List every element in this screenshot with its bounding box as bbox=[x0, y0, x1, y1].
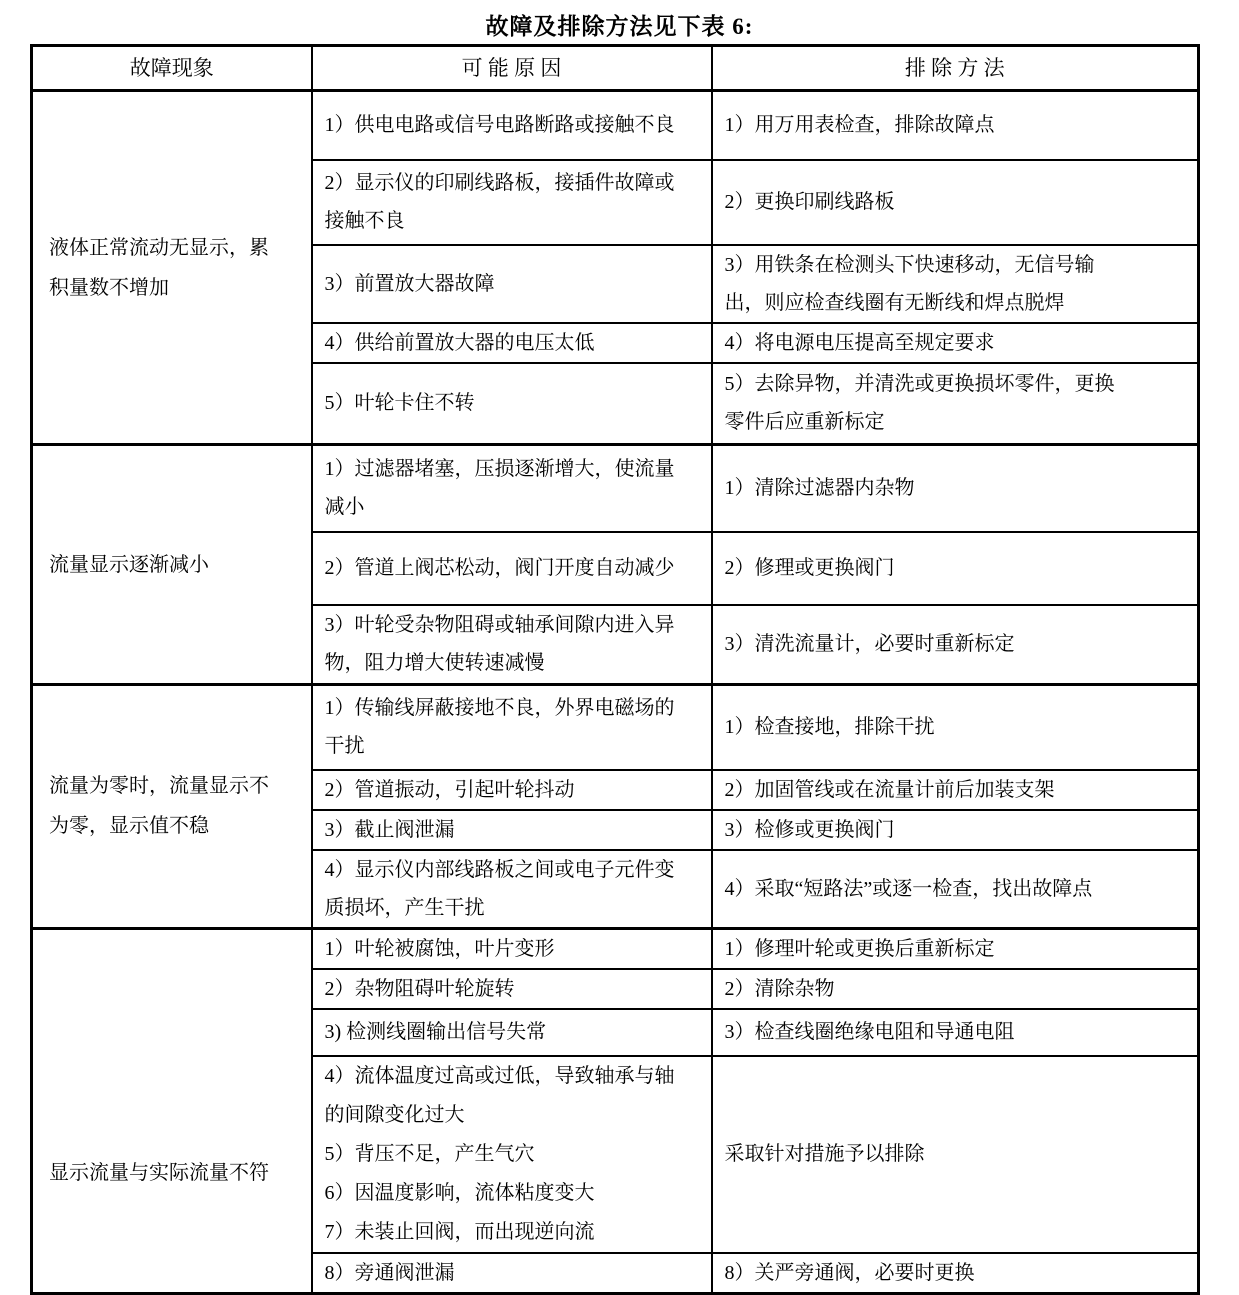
remedy-cell: 1）检查接地，排除干扰 bbox=[712, 685, 1199, 770]
table-caption: 故障及排除方法见下表 6: bbox=[485, 14, 754, 39]
remedy-cell: 1）用万用表检查，排除故障点 bbox=[712, 91, 1199, 160]
cause-line: 5）背压不足，产生气穴 bbox=[324, 1142, 535, 1165]
remedy-cell: 3）用铁条在检测头下快速移动，无信号输出，则应检查线圈有无断线和焊点脱焊 bbox=[712, 245, 1199, 323]
cause-cell: 4）供给前置放大器的电压太低 bbox=[312, 323, 712, 363]
cause-cell: 3）前置放大器故障 bbox=[312, 245, 712, 323]
remedy-cell: 采取针对措施予以排除 bbox=[712, 1056, 1199, 1253]
remedy-cell: 2）更换印刷线路板 bbox=[712, 160, 1199, 245]
remedy-cell: 2）加固管线或在流量计前后加装支架 bbox=[712, 770, 1199, 810]
header-fault-phenomenon: 故障现象 bbox=[32, 46, 312, 91]
cause-cell: 1）过滤器堵塞，压损逐渐增大，使流量减小 bbox=[312, 445, 712, 532]
header-remedy: 排 除 方 法 bbox=[712, 46, 1199, 91]
cause-cell: 2）管道上阀芯松动，阀门开度自动减少 bbox=[312, 532, 712, 605]
phenomenon-cell: 液体正常流动无显示，累积量数不增加 bbox=[32, 91, 312, 445]
remedy-cell: 1）修理叶轮或更换后重新标定 bbox=[712, 928, 1199, 969]
remedy-cell: 1）清除过滤器内杂物 bbox=[712, 445, 1199, 532]
cause-cell: 3）截止阀泄漏 bbox=[312, 810, 712, 850]
cause-cell: 2）显示仪的印刷线路板，接插件故障或接触不良 bbox=[312, 160, 712, 245]
cause-cell: 5）叶轮卡住不转 bbox=[312, 363, 712, 445]
remedy-cell: 4）采取“短路法”或逐一检查，找出故障点 bbox=[712, 850, 1199, 929]
cause-cell: 2）杂物阻碍叶轮旋转 bbox=[312, 969, 712, 1009]
cause-cell: 1）传输线屏蔽接地不良，外界电磁场的干扰 bbox=[312, 685, 712, 770]
remedy-cell: 3）清洗流量计，必要时重新标定 bbox=[712, 605, 1199, 685]
cause-cell bbox=[312, 1056, 712, 1253]
remedy-cell: 3）检查线圈绝缘电阻和导通电阻 bbox=[712, 1009, 1199, 1056]
table-row bbox=[32, 928, 1199, 969]
remedy-cell: 3）检修或更换阀门 bbox=[712, 810, 1199, 850]
cause-line: 4）流体温度过高或过低，导致轴承与轴的间隙变化过大 bbox=[324, 1064, 675, 1126]
phenomenon-cell: 显示流量与实际流量不符 bbox=[32, 928, 312, 1293]
fault-troubleshooting-table bbox=[30, 44, 1200, 1295]
table-row bbox=[32, 445, 1199, 532]
remedy-cell: 2）修理或更换阀门 bbox=[712, 532, 1199, 605]
cause-line: 6）因温度影响，流体粘度变大 bbox=[324, 1181, 595, 1204]
remedy-cell: 4）将电源电压提高至规定要求 bbox=[712, 323, 1199, 363]
phenomenon-cell: 流量显示逐渐减小 bbox=[32, 445, 312, 685]
cause-cell: 1）供电电路或信号电路断路或接触不良 bbox=[312, 91, 712, 160]
remedy-cell: 2）清除杂物 bbox=[712, 969, 1199, 1009]
cause-cell: 8）旁通阀泄漏 bbox=[312, 1253, 712, 1294]
cause-cell: 4）显示仪内部线路板之间或电子元件变质损坏，产生干扰 bbox=[312, 850, 712, 929]
table-row bbox=[32, 685, 1199, 770]
remedy-cell: 5）去除异物，并清洗或更换损坏零件，更换零件后应重新标定 bbox=[712, 363, 1199, 445]
header-row bbox=[32, 46, 1199, 91]
cause-cell: 2）管道振动，引起叶轮抖动 bbox=[312, 770, 712, 810]
header-possible-cause: 可 能 原 因 bbox=[312, 46, 712, 91]
remedy-cell: 8）关严旁通阀，必要时更换 bbox=[712, 1253, 1199, 1294]
cause-line: 7）未装止回阀，而出现逆向流 bbox=[324, 1220, 595, 1243]
phenomenon-cell: 流量为零时，流量显示不为零，显示值不稳 bbox=[32, 685, 312, 929]
table-row bbox=[32, 91, 1199, 160]
cause-cell: 3）叶轮受杂物阻碍或轴承间隙内进入异物，阻力增大使转速减慢 bbox=[312, 605, 712, 685]
cause-cell: 1）叶轮被腐蚀，叶片变形 bbox=[312, 928, 712, 969]
cause-cell: 3) 检测线圈输出信号失常 bbox=[312, 1009, 712, 1056]
